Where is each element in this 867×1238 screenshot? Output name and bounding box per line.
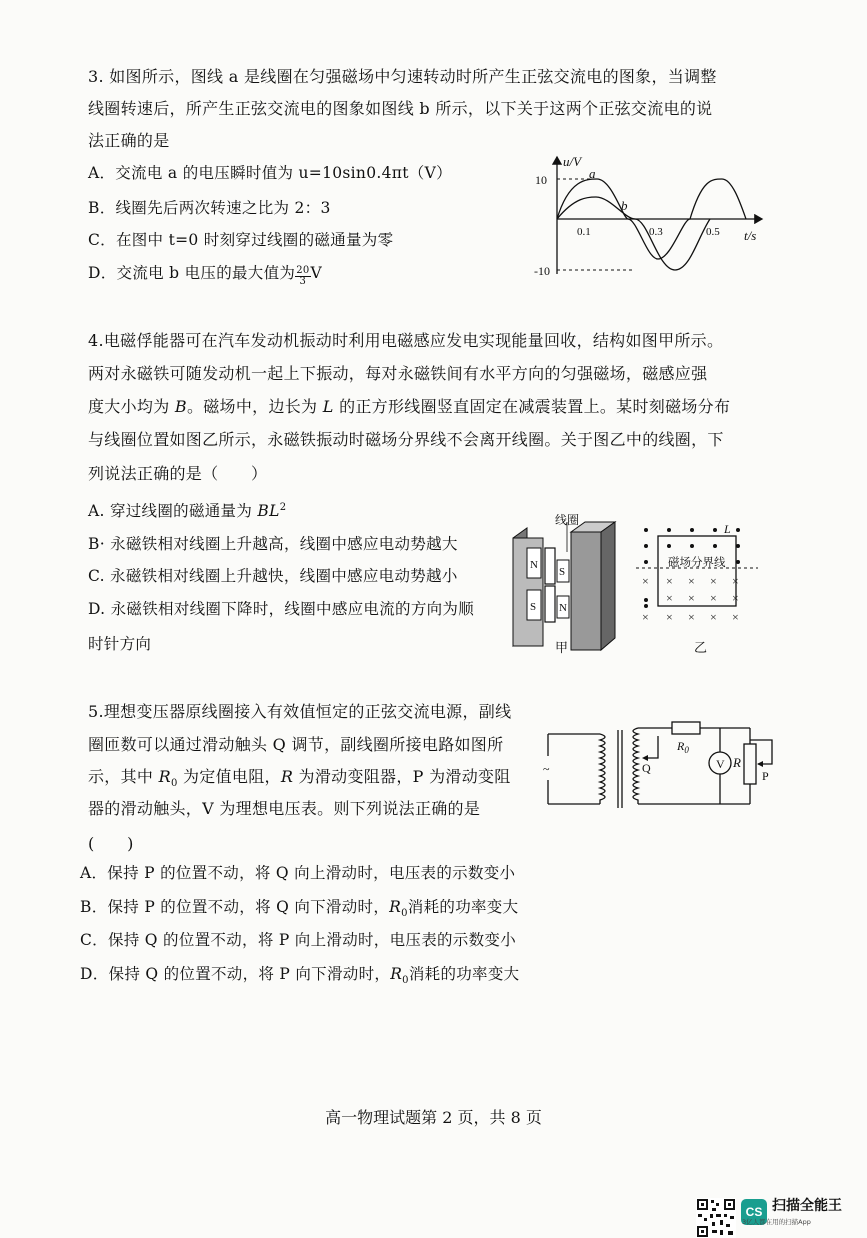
- q4-option-c: C. 永磁铁相对线圈上升越快，线圈中感应电动势越小: [88, 567, 458, 585]
- q4-option-d-line1: D. 永磁铁相对线圈下降时，线圈中感应电流的方向为顺: [88, 600, 475, 618]
- q3-stem-line3: 法正确的是: [88, 131, 170, 150]
- y-tick-neg10: -10: [534, 264, 550, 278]
- symbol-l: L: [322, 397, 334, 416]
- magnet-s1: S: [559, 566, 566, 578]
- svg-text:×: ×: [688, 574, 695, 588]
- q3-option-d: [88, 266, 322, 287]
- figure-jia-caption: 甲: [555, 640, 569, 655]
- ac-source-symbol: ~: [543, 762, 550, 776]
- q5-stem-line5: ( ): [88, 834, 134, 853]
- x-tick-0.5: 0.5: [706, 226, 720, 238]
- slider-q-label: Q: [642, 761, 651, 775]
- q3-stem-line1: 3. 如图所示，图线 a 是线圈在匀强磁场中匀速转动时所产生正弦交流电的图象，当调整: [88, 67, 717, 86]
- q5-stem-line3: [88, 769, 511, 789]
- svg-text:×: ×: [732, 591, 739, 605]
- text-part: 消耗的功率变大: [408, 965, 520, 983]
- q3-option-b: B．线圈先后两次转速之比为 2：3: [88, 199, 331, 217]
- subscript: 0: [401, 908, 408, 920]
- text-part: 示，其中: [88, 767, 159, 786]
- q5-transformer-circuit: [540, 718, 780, 813]
- symbol-r: R: [280, 767, 294, 786]
- x-tick-0.3: 0.3: [649, 226, 663, 238]
- voltmeter-label: V: [716, 757, 725, 771]
- exponent: 2: [279, 502, 287, 513]
- q4-option-a: [88, 503, 286, 520]
- q5-stem-line1: 5.理想变压器原线圈接入有效值恒定的正弦交流电源，副线: [88, 702, 512, 721]
- magnet-s2: S: [530, 601, 537, 613]
- text-part: B．保持 P 的位置不动，将 Q 向下滑动时，: [80, 898, 390, 916]
- scanner-app-name: 扫描全能王: [772, 1198, 842, 1214]
- svg-text:×: ×: [666, 591, 673, 605]
- q4-option-b: B· 永磁铁相对线圈上升越高，线圈中感应电动势越大: [88, 535, 458, 553]
- q4-stem-line4: 与线圈位置如图乙所示，永磁铁振动时磁场分界线不会离开线圈。关于图乙中的线圈，下: [88, 430, 724, 449]
- q4-stem-line2: 两对永磁铁可随发动机一起上下振动，每对永磁铁间有水平方向的匀强磁场，磁感应强: [88, 364, 708, 383]
- coil-label: 线圈: [555, 513, 580, 527]
- svg-text:×: ×: [666, 610, 673, 624]
- q3-sine-graph: [530, 152, 780, 282]
- y-tick-10: 10: [535, 173, 547, 187]
- svg-text:×: ×: [710, 610, 717, 624]
- symbol-r0: R: [158, 767, 171, 786]
- text-part: 为定值电阻，: [177, 767, 281, 786]
- text-part: 为滑动变阻器，P 为滑动变阻: [293, 767, 511, 786]
- q3-option-d-text: D．交流电 b 电压的最大值为: [88, 264, 296, 282]
- cross-field-marks: [642, 574, 739, 624]
- symbol-r0: R: [390, 965, 403, 983]
- q3-option-c: C．在图中 t=0 时刻穿过线圈的磁通量为零: [88, 231, 394, 249]
- magnet-n2: N: [559, 602, 567, 614]
- r0-label: $R_0$: [677, 739, 689, 755]
- q5-option-b: [80, 900, 518, 919]
- q5-stem-line2: 圈匝数可以通过滑动触头 Q 调节，副线圈所接电路如图所: [88, 735, 504, 754]
- qr-code-icon: [696, 1198, 736, 1238]
- svg-text:×: ×: [710, 591, 717, 605]
- x-axis-label: t/s: [744, 228, 757, 243]
- svg-text:×: ×: [732, 574, 739, 588]
- x-tick-0.1: 0.1: [577, 226, 591, 238]
- symbol-r0: R: [389, 898, 402, 916]
- text-part: 的正方形线圈竖直固定在减震装置上。某时刻磁场分布: [333, 397, 731, 416]
- fraction-denominator: 3: [299, 276, 307, 287]
- q4-option-d-line2: 时针方向: [88, 635, 152, 653]
- q5-option-c: C．保持 Q 的位置不动，将 P 向上滑动时，电压表的示数变小: [80, 931, 517, 949]
- q4-figure-jia: [505, 513, 625, 658]
- boundary-label: 磁场分界线: [668, 557, 726, 569]
- svg-text:×: ×: [732, 610, 739, 624]
- text-part: 度大小均为: [88, 397, 175, 416]
- q5-option-a: A．保持 P 的位置不动，将 Q 向上滑动时，电压表的示数变小: [80, 864, 516, 882]
- q3-option-d-fraction: [295, 266, 310, 287]
- y-axis-label: u/V: [563, 154, 582, 169]
- svg-text:×: ×: [688, 591, 695, 605]
- page-footer: 高一物理试题第 2 页，共 8 页: [325, 1108, 542, 1127]
- q4-stem-line1: 4.电磁俘能器可在汽车发动机振动时利用电磁感应发电实现能量回收，结构如图甲所示。: [88, 331, 724, 350]
- q3-option-d-unit: V: [310, 264, 323, 282]
- svg-text:×: ×: [642, 574, 649, 588]
- scanner-logo: CS: [741, 1199, 767, 1225]
- q5-option-d: [80, 967, 519, 986]
- text-part: 。磁场中，边长为: [186, 397, 323, 416]
- scanner-tagline: 3亿人都在用的扫描App: [742, 1218, 811, 1226]
- svg-text:×: ×: [710, 574, 717, 588]
- expr-bl: BL: [257, 502, 280, 521]
- text-part: A. 穿过线圈的磁通量为: [88, 502, 258, 521]
- text-part: 消耗的功率变大: [407, 898, 519, 916]
- q4-stem-line3: [88, 399, 730, 415]
- fraction-numerator: 20: [296, 265, 310, 276]
- magnet-n1: N: [530, 559, 538, 571]
- curve-a-label: a: [589, 166, 596, 181]
- svg-text:×: ×: [688, 610, 695, 624]
- rheostat-r-label: R: [733, 755, 741, 770]
- subscript: 0: [170, 778, 178, 790]
- q4-stem-line5: 列说法正确的是（ ）: [88, 464, 268, 483]
- figure-yi-caption: 乙: [694, 640, 708, 655]
- svg-text:×: ×: [666, 574, 673, 588]
- q5-stem-line4: 器的滑动触头，V 为理想电压表。则下列说法正确的是: [88, 799, 481, 818]
- svg-text:×: ×: [642, 610, 649, 624]
- q3-option-a: A．交流电 a 的电压瞬时值为 u=10sin0.4πt（V）: [88, 164, 452, 182]
- symbol-b: B: [174, 397, 187, 416]
- subscript: 0: [402, 975, 409, 987]
- side-length-label: L: [724, 522, 731, 536]
- text-part: D．保持 Q 的位置不动，将 P 向下滑动时，: [80, 965, 391, 983]
- q4-figure-yi: [634, 522, 764, 657]
- curve-b-label: b: [621, 198, 628, 213]
- q3-stem-line2: 线圈转速后，所产生正弦交流电的图象如图线 b 所示，以下关于这两个正弦交流电的说: [88, 99, 713, 118]
- slider-p-label: P: [762, 769, 769, 783]
